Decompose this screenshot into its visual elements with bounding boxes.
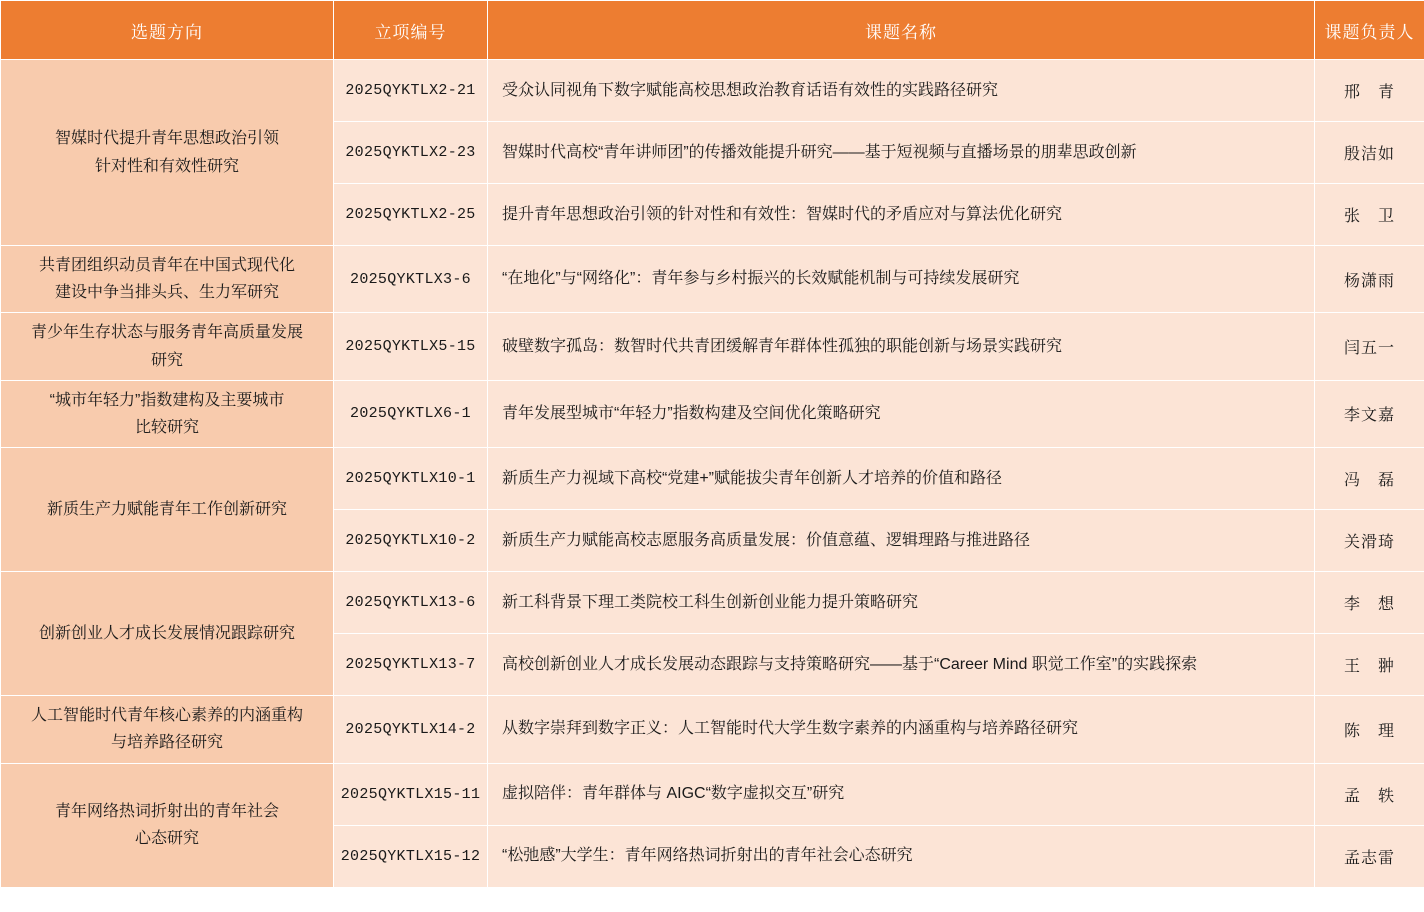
cell-project-leader: 王 翀 [1315,634,1424,696]
cell-direction: 人工智能时代青年核心素养的内涵重构 与培养路径研究 [1,696,334,763]
column-header-title: 课题名称 [488,1,1315,60]
cell-project-title: “在地化”与“网络化”：青年参与乡村振兴的长效赋能机制与可持续发展研究 [488,246,1315,313]
cell-project-leader: 闫五一 [1315,313,1424,380]
cell-project-leader: 冯 磊 [1315,448,1424,510]
table-row [1,380,1424,447]
cell-project-code: 2025QYKTLX14-2 [334,696,488,763]
column-header-direction: 选题方向 [1,1,334,60]
header-row [1,1,1424,60]
cell-project-leader: 陈 理 [1315,696,1424,763]
cell-project-title: 提升青年思想政治引领的针对性和有效性：智媒时代的矛盾应对与算法优化研究 [488,184,1315,246]
cell-project-leader: 邢 青 [1315,60,1424,122]
cell-project-title: 破壁数字孤岛：数智时代共青团缓解青年群体性孤独的职能创新与场景实践研究 [488,313,1315,380]
column-header-leader: 课题负责人 [1315,1,1424,60]
cell-project-title: 新质生产力视域下高校“党建+”赋能拔尖青年创新人才培养的价值和路径 [488,448,1315,510]
cell-project-leader: 李 想 [1315,572,1424,634]
cell-project-code: 2025QYKTLX2-23 [334,122,488,184]
table-row [1,60,1424,122]
table-header [1,1,1424,60]
cell-direction: “城市年轻力”指数建构及主要城市 比较研究 [1,380,334,447]
cell-project-title: 新工科背景下理工类院校工科生创新创业能力提升策略研究 [488,572,1315,634]
cell-direction: 青少年生存状态与服务青年高质量发展 研究 [1,313,334,380]
table-body [1,60,1424,888]
cell-project-code: 2025QYKTLX15-12 [334,825,488,887]
cell-project-leader: 孟志雷 [1315,825,1424,887]
cell-project-title: 智媒时代高校“青年讲师团”的传播效能提升研究——基于短视频与直播场景的朋辈思政创新 [488,122,1315,184]
cell-project-code: 2025QYKTLX2-25 [334,184,488,246]
cell-project-code: 2025QYKTLX6-1 [334,380,488,447]
cell-project-leader: 张 卫 [1315,184,1424,246]
cell-project-code: 2025QYKTLX10-1 [334,448,488,510]
cell-project-leader: 殷洁如 [1315,122,1424,184]
cell-project-leader: 杨潇雨 [1315,246,1424,313]
cell-project-leader: 李文嘉 [1315,380,1424,447]
cell-project-code: 2025QYKTLX13-6 [334,572,488,634]
cell-project-title: 高校创新创业人才成长发展动态跟踪与支持策略研究——基于“Career Mind 职觉工作室”的实践探索 [488,634,1315,696]
cell-direction: 智媒时代提升青年思想政治引领 针对性和有效性研究 [1,60,334,246]
cell-project-title: 虚拟陪伴：青年群体与 AIGC“数字虚拟交互”研究 [488,763,1315,825]
table-row [1,763,1424,825]
cell-direction: 共青团组织动员青年在中国式现代化 建设中争当排头兵、生力军研究 [1,246,334,313]
cell-project-title: 青年发展型城市“年轻力”指数构建及空间优化策略研究 [488,380,1315,447]
cell-project-leader: 孟 轶 [1315,763,1424,825]
cell-direction: 创新创业人才成长发展情况跟踪研究 [1,572,334,696]
cell-project-code: 2025QYKTLX15-11 [334,763,488,825]
cell-project-title: 新质生产力赋能高校志愿服务高质量发展：价值意蕴、逻辑理路与推进路径 [488,510,1315,572]
table-row [1,313,1424,380]
table-row [1,448,1424,510]
cell-direction: 青年网络热词折射出的青年社会 心态研究 [1,763,334,887]
column-header-code: 立项编号 [334,1,488,60]
table-row [1,572,1424,634]
cell-project-code: 2025QYKTLX3-6 [334,246,488,313]
cell-project-leader: 关滑琦 [1315,510,1424,572]
cell-project-title: 从数字崇拜到数字正义：人工智能时代大学生数字素养的内涵重构与培养路径研究 [488,696,1315,763]
cell-project-code: 2025QYKTLX13-7 [334,634,488,696]
cell-project-code: 2025QYKTLX10-2 [334,510,488,572]
table-row [1,246,1424,313]
table-row [1,696,1424,763]
cell-project-title: 受众认同视角下数字赋能高校思想政治教育话语有效性的实践路径研究 [488,60,1315,122]
cell-direction: 新质生产力赋能青年工作创新研究 [1,448,334,572]
cell-project-code: 2025QYKTLX2-21 [334,60,488,122]
cell-project-title: “松弛感”大学生：青年网络热词折射出的青年社会心态研究 [488,825,1315,887]
cell-project-code: 2025QYKTLX5-15 [334,313,488,380]
